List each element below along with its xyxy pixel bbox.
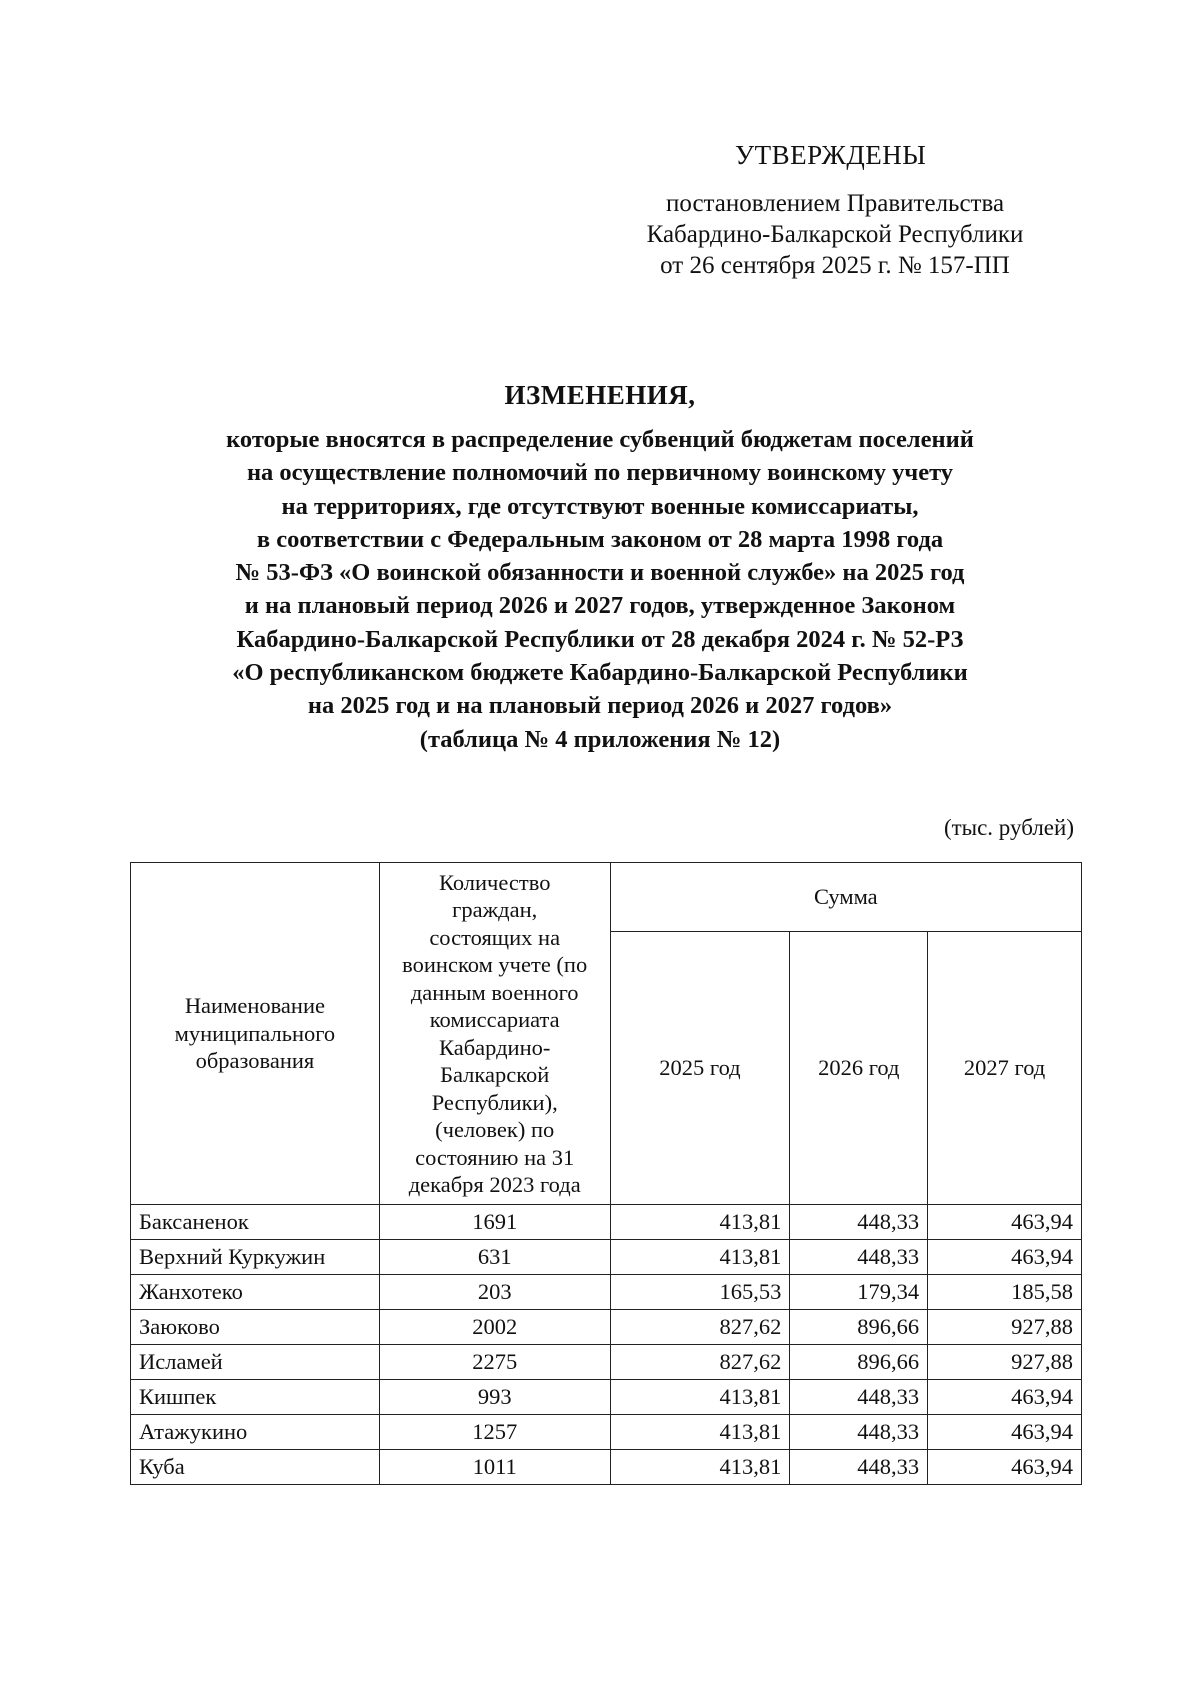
cell-2025: 413,81 [610, 1450, 790, 1485]
header-line: Республики), [431, 1089, 558, 1115]
cell-2027: 185,58 [928, 1275, 1082, 1310]
cell-2026: 896,66 [790, 1310, 928, 1345]
subtitle-line: № 53-ФЗ «О воинской обязанности и военной службе» на 2025 год [235, 559, 965, 587]
cell-name: Жанхотеко [131, 1275, 380, 1310]
header-year-2027: 2027 год [928, 932, 1082, 1205]
approval-line: постановлением Правительства [665, 190, 1005, 217]
header-citizen-count [379, 863, 610, 1205]
cell-2027: 463,94 [928, 1205, 1082, 1240]
header-line: комиссариата [429, 1007, 560, 1032]
cell-2025: 413,81 [610, 1205, 790, 1240]
cell-2026: 448,33 [790, 1205, 928, 1240]
cell-2025: 165,53 [610, 1275, 790, 1310]
table-row [131, 1415, 1082, 1450]
cell-2026: 448,33 [790, 1415, 928, 1450]
cell-2025: 413,81 [610, 1240, 790, 1275]
table-row [131, 1450, 1082, 1485]
approval-line: от 26 сентября 2025 г. № 157-ПП [660, 252, 1010, 279]
cell-2027: 463,94 [928, 1415, 1082, 1450]
approval-line: Кабардино-Балкарской Республики [646, 221, 1024, 248]
subtitle-line: на территориях, где отсутствуют военные комиссариаты, [281, 492, 919, 520]
cell-count: 993 [379, 1380, 610, 1415]
subtitle-line: на осуществление полномочий по первичному воинскому учету [246, 459, 954, 487]
table-row [131, 1205, 1082, 1240]
cell-count: 2002 [379, 1310, 610, 1345]
cell-2027: 463,94 [928, 1450, 1082, 1485]
cell-2025: 827,62 [610, 1310, 790, 1345]
cell-name: Верхний Куркужин [131, 1240, 380, 1275]
approval-block [605, 188, 1065, 281]
header-line: состоянию на 31 [415, 1144, 575, 1170]
cell-count: 2275 [379, 1345, 610, 1380]
subtitle-line: и на плановый период 2026 и 2027 годов, утвержденное Законом [244, 592, 956, 620]
subvention-table [130, 862, 1082, 1485]
cell-count: 631 [379, 1240, 610, 1275]
cell-count: 203 [379, 1275, 610, 1310]
approval-title: УТВЕРЖДЕНЫ [735, 140, 927, 170]
header-line: Балкарской [440, 1062, 550, 1087]
header-line: декабря 2023 года [408, 1172, 581, 1197]
cell-2026: 448,33 [790, 1240, 928, 1275]
cell-2025: 827,62 [610, 1345, 790, 1380]
subtitle-line: Кабардино-Балкарской Республики от 28 декабря 2024 г. № 52-РЗ [236, 625, 964, 653]
cell-count: 1691 [379, 1205, 610, 1240]
subtitle-line: (таблица № 4 приложения № 12) [419, 725, 781, 753]
cell-name: Атажукино [131, 1415, 380, 1450]
table-row [131, 1310, 1082, 1345]
table-row [131, 1275, 1082, 1310]
header-line: данным военного [410, 979, 579, 1005]
subtitle-line: которые вносятся в распределение субвенций бюджетам поселений [226, 426, 974, 453]
header-sum: Сумма [610, 863, 1081, 932]
cell-2025: 413,81 [610, 1380, 790, 1415]
cell-name: Куба [131, 1450, 380, 1485]
document-title: ИЗМЕНЕНИЯ, [504, 380, 696, 410]
header-line: состоящих на [429, 924, 561, 950]
cell-2027: 463,94 [928, 1380, 1082, 1415]
header-year-2025: 2025 год [610, 932, 790, 1205]
table-header-row [131, 863, 1082, 932]
cell-name: Исламей [131, 1345, 380, 1380]
units-label: (тыс. рублей) [943, 815, 1074, 840]
cell-2027: 927,88 [928, 1345, 1082, 1380]
cell-name: Кишпек [131, 1380, 380, 1415]
cell-name: Баксаненок [131, 1205, 380, 1240]
table-row [131, 1240, 1082, 1275]
table-row [131, 1380, 1082, 1415]
header-line: воинском учете (по [402, 952, 588, 977]
header-line: (человек) по [435, 1117, 555, 1142]
subtitle-line: на 2025 год и на плановый период 2026 и 2027 годов» [307, 692, 893, 720]
cell-count: 1257 [379, 1415, 610, 1450]
header-line: граждан, [452, 897, 538, 922]
cell-name: Заюково [131, 1310, 380, 1345]
cell-count: 1011 [379, 1450, 610, 1485]
cell-2025: 413,81 [610, 1415, 790, 1450]
header-municipality [131, 863, 380, 1205]
cell-2026: 448,33 [790, 1450, 928, 1485]
header-line: Количество [438, 869, 551, 895]
header-year-2026: 2026 год [790, 932, 928, 1205]
cell-2027: 927,88 [928, 1310, 1082, 1345]
cell-2026: 179,34 [790, 1275, 928, 1310]
header-line: образования [195, 1048, 315, 1074]
cell-2026: 896,66 [790, 1345, 928, 1380]
subtitle-line: «О республиканском бюджете Кабардино-Балкарской Республики [232, 659, 968, 687]
cell-2027: 463,94 [928, 1240, 1082, 1275]
subtitle-line: в соответствии с Федеральным законом от 28 марта 1998 года [256, 525, 944, 553]
header-line: Наименование [184, 993, 325, 1019]
cell-2026: 448,33 [790, 1380, 928, 1415]
header-line: Кабардино- [439, 1034, 551, 1060]
table-row [131, 1345, 1082, 1380]
document-subtitle [120, 423, 1080, 756]
header-line: муниципального [174, 1020, 336, 1046]
